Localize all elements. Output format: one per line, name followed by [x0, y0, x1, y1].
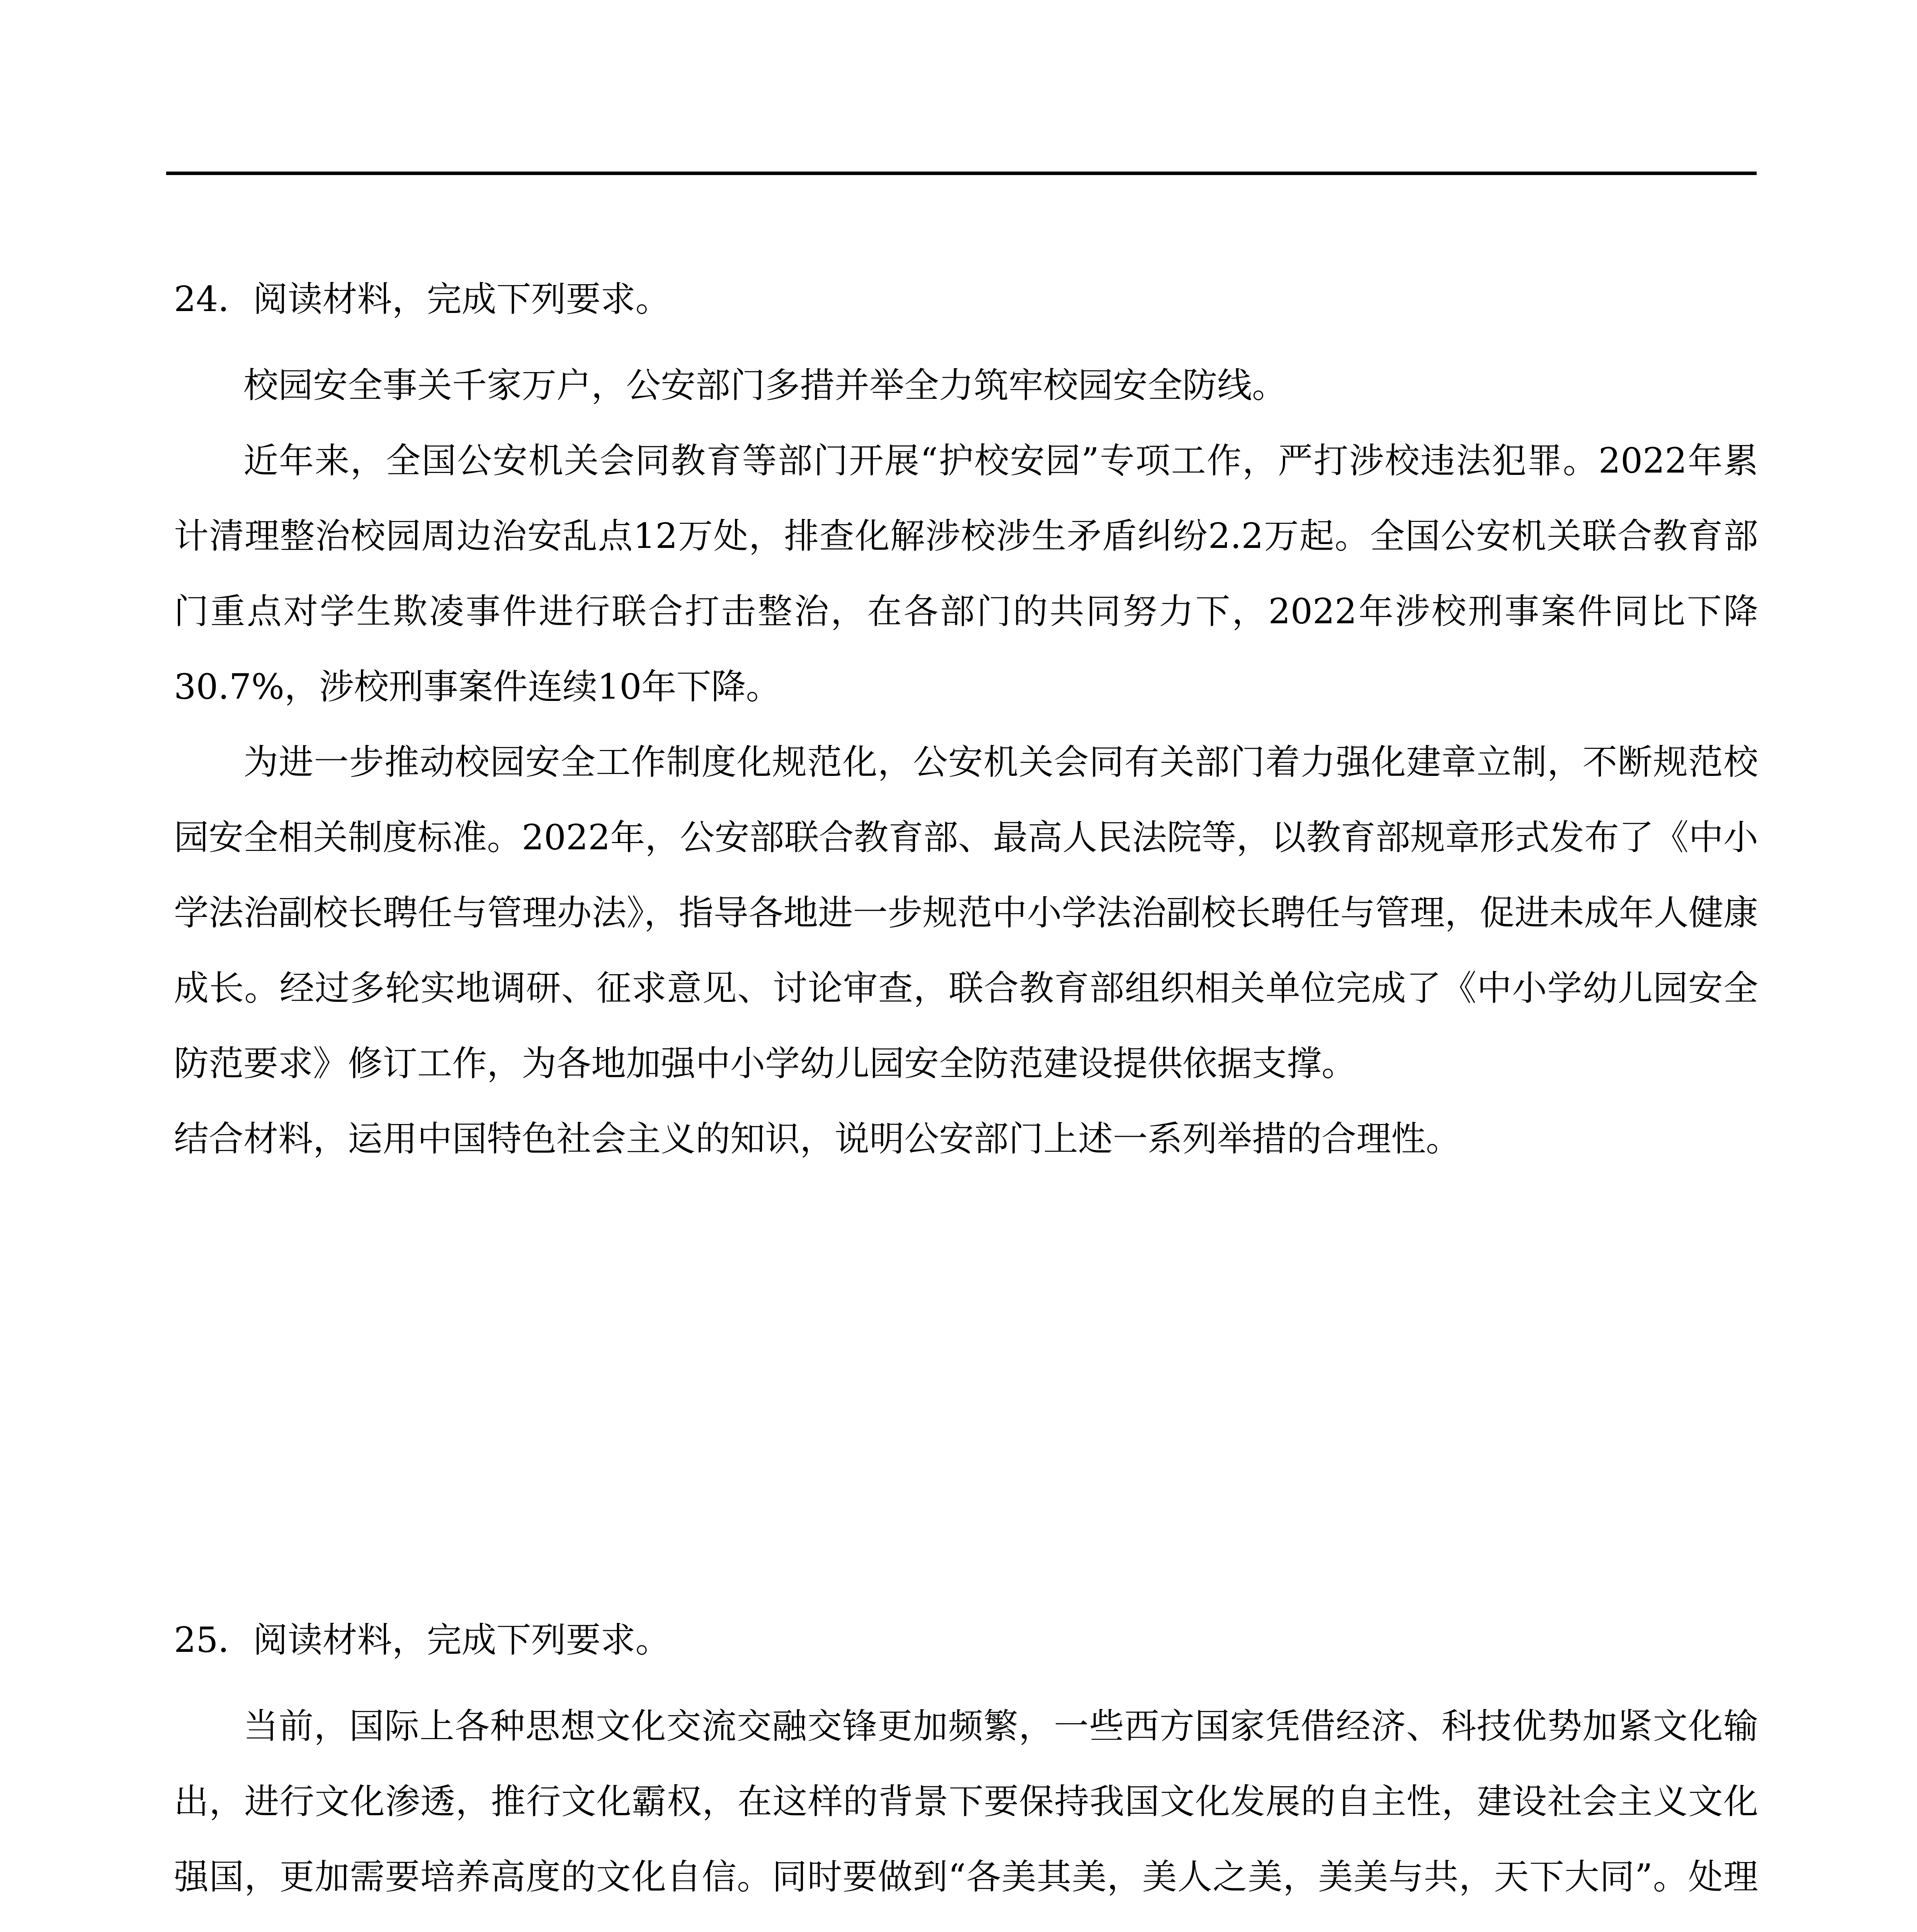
question-24-task: 结合材料，运用中国特色社会主义的知识，说明公安部门上述一系列举措的合理性。: [174, 1119, 1461, 1159]
question-24-title: 24．阅读材料，完成下列要求。: [174, 279, 670, 320]
question-24-paragraph-2: 近年来，全国公安机关会同教育等部门开展“护校安园”专项工作，严打涉校违法犯罪。2022年累计清理整治校园周边治安乱点12万处，排查化解涉校涉生矛盾纠纷2.2万起。全国公安机关联合教育部门重点对学生欺凌事件进行联合打击整治，在各部门的共同努力下，2022年涉校刑事案件同比下降30.7%，涉校刑事案件连续10年下降。: [174, 440, 1758, 707]
question-24: [174, 272, 1758, 1177]
question-24-paragraph-3: 为进一步推动校园安全工作制度化规范化，公安机关会同有关部门着力强化建章立制，不断规范校园安全相关制度标准。2022年，公安部联合教育部、最高人民法院等，以教育部规章形式发布了《中小学法治副校长聘任与管理办法》，指导各地进一步规范中小学法治副校长聘任与管理，促进未成年人健康成长。经过多轮实地调研、征求意见、讨论审查，联合教育部组织相关单位完成了《中小学幼儿园安全防范要求》修订工作，为各地加强中小学幼儿园安全防范建设提供依据支撑。: [174, 742, 1758, 1084]
question-25-title: 25．阅读材料，完成下列要求。: [174, 1620, 670, 1660]
question-25-paragraph-1: 当前，国际上各种思想文化交流交融交锋更加频繁，一些西方国家凭借经济、科技优势加紧文化输出，进行文化渗透，推行文化霸权，在这样的背景下要保持我国文化发展的自主性，建设社会主义文化强国，更加需要培养高度的文化自信。同时要做到“各美其美，美人之美，美美与共，天下大同”。处理: [174, 1706, 1758, 1897]
header-rule: [166, 172, 1757, 175]
question-25: [174, 1613, 1758, 1932]
question-24-paragraph-1: 校园安全事关千家万户，公安部门多措并举全力筑牢校园安全防线。: [243, 365, 1287, 406]
